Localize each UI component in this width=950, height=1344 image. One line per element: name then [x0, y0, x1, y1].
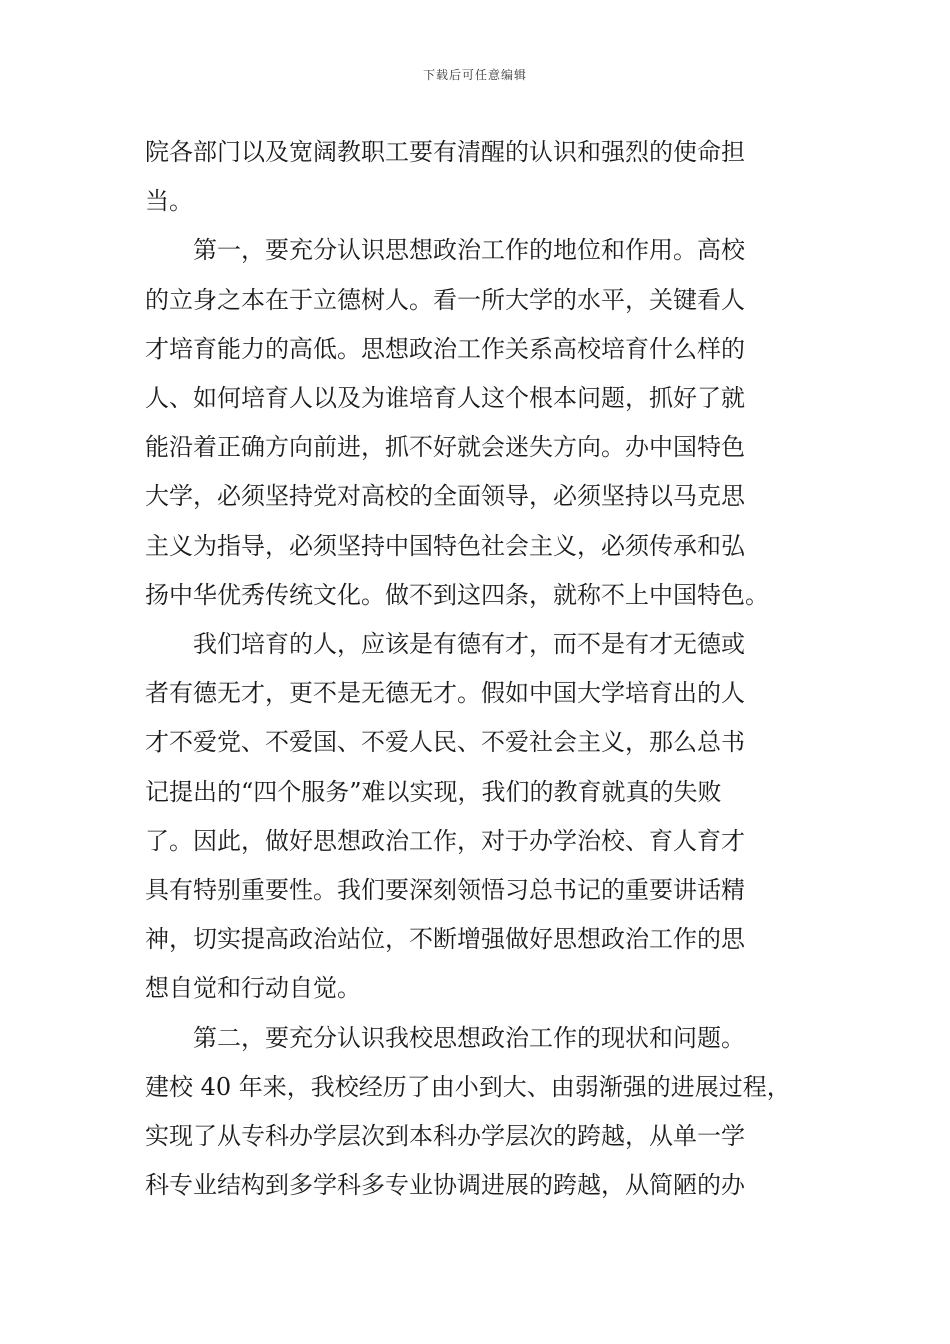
text-line: 者有德无才，更不是无德无才。假如中国大学培育出的人 — [145, 679, 745, 708]
text-line: 实现了从专科办学层次到本科办学层次的跨越，从单一学 — [145, 1122, 745, 1151]
text-line: 才培育能力的高低。思想政治工作关系高校培育什么样的 — [145, 334, 745, 363]
text-line: 的立身之本在于立德树人。看一所大学的水平，关键看人 — [145, 285, 745, 314]
paragraph — [145, 226, 815, 620]
text-line: 了。因此，做好思想政治工作，对于办学治校、育人育才 — [145, 826, 745, 855]
text-line: 科专业结构到多学科多专业协调进展的跨越，从简陋的办 — [145, 1171, 745, 1200]
text-line: 能沿着正确方向前进，抓不好就会迷失方向。办中国特色 — [145, 433, 745, 462]
text-line: 具有特别重要性。我们要深刻领悟习总书记的重要讲话精 — [145, 876, 745, 905]
paragraph — [145, 1014, 815, 1211]
text-line: 第二，要充分认识我校思想政治工作的现状和问题。 — [193, 1023, 745, 1052]
text-line: 大学，必须坚持党对高校的全面领导，必须坚持以马克思 — [145, 482, 745, 511]
paragraph — [145, 620, 815, 1014]
text-line: 才不爱党、不爱国、不爱人民、不爱社会主义，那么总书 — [145, 728, 745, 757]
paragraph — [145, 128, 815, 226]
text-line: 神，切实提高政治站位，不断增强做好思想政治工作的思 — [145, 925, 745, 954]
text-line: 院各部门以及宽阔教职工要有清醒的认识和强烈的使命担 — [145, 138, 745, 166]
page-header-note: 下载后可任意编辑 — [422, 68, 527, 82]
text-line: 扬中华优秀传统文化。做不到这四条，就称不上中国特色。 — [145, 580, 769, 609]
document-body — [145, 128, 815, 1210]
text-line: 人、如何培育人以及为谁培育人这个根本问题，抓好了就 — [145, 384, 745, 413]
text-line: 想自觉和行动自觉。 — [145, 974, 361, 1003]
text-line: 建校 40 年来，我校经历了由小到大、由弱渐强的进展过程， — [145, 1072, 791, 1101]
text-line: 第一，要充分认识思想政治工作的地位和作用。高校 — [193, 236, 745, 265]
text-line: 我们培育的人，应该是有德有才，而不是有才无德或 — [193, 630, 745, 659]
text-line: 记提出的“四个服务”难以实现，我们的教育就真的失败 — [145, 777, 722, 806]
text-line: 主义为指导，必须坚持中国特色社会主义，必须传承和弘 — [145, 531, 745, 560]
text-line: 当。 — [145, 187, 193, 216]
